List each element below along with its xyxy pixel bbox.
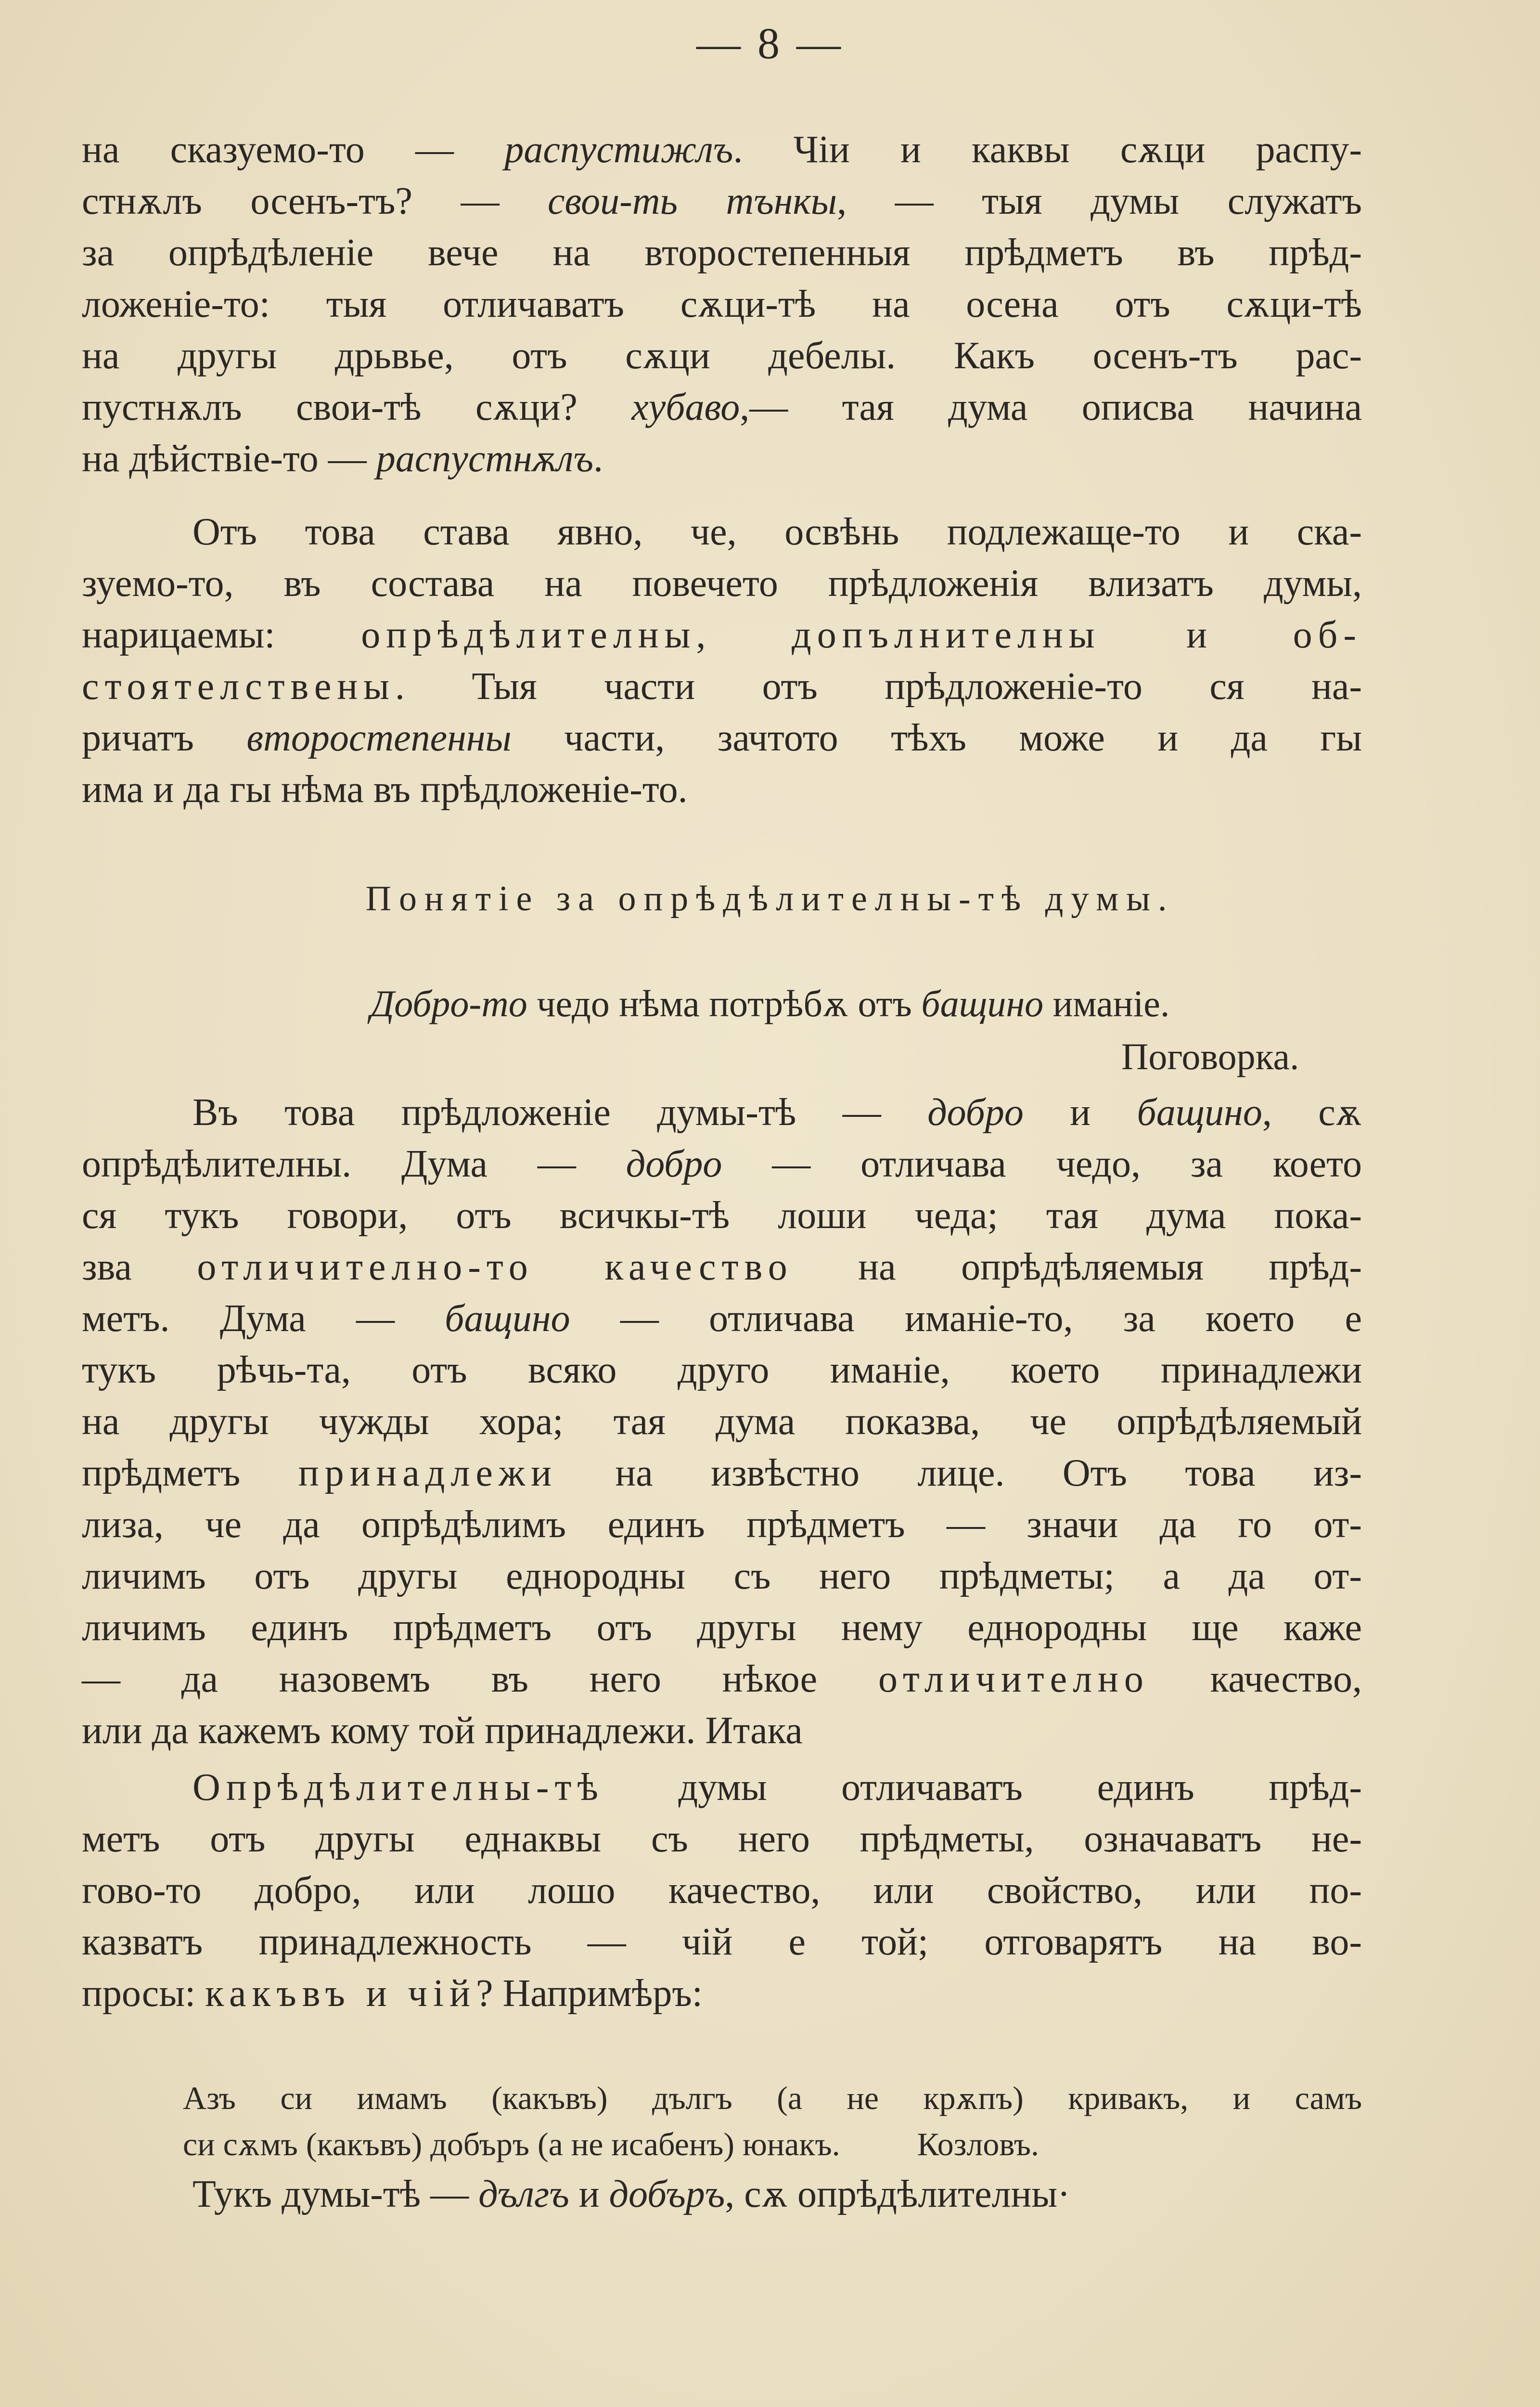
text-run: лиза, че да опрѣдѣлимъ единъ прѣдметъ — значи да го от- <box>82 1503 1362 1546</box>
text-run: на опрѣдѣляемыя прѣд- <box>793 1246 1362 1288</box>
text-run: , сѫ опрѣдѣлителны· <box>725 2173 1070 2215</box>
quotation <box>183 2075 1362 2167</box>
text-line <box>82 558 1362 609</box>
text-line <box>82 433 1362 485</box>
italic-text: добро <box>626 1143 722 1185</box>
quote-author: Козловъ. <box>917 2126 1039 2162</box>
text-line <box>82 1813 1362 1865</box>
spaced-emphasis: отличително-то качество <box>197 1246 793 1288</box>
text-run: , — тыя думы служатъ <box>837 180 1362 222</box>
text-run: — отличава чедо, за което <box>722 1143 1362 1185</box>
italic-text: хубаво <box>631 386 740 428</box>
spaced-emphasis: Опрѣдѣлителны-тѣ <box>192 1766 604 1809</box>
text-line <box>82 176 1362 227</box>
paragraph-3 <box>82 1087 1362 1757</box>
text-line <box>82 1499 1362 1551</box>
text-line <box>82 1190 1362 1242</box>
text-run: тукъ рѣчь-та, отъ всяко друго иманіе, което принадлежи <box>82 1349 1362 1391</box>
text-run: , сѫ <box>1262 1091 1362 1134</box>
text-run: ? Напримѣръ: <box>475 1972 703 2015</box>
paragraph-text <box>82 124 1362 485</box>
text-run: на дѣйствіе-то — <box>82 438 376 480</box>
spaced-emphasis: допълнителны <box>792 614 1101 656</box>
text-run: за опрѣдѣленіе вече на второстепенныя прѣдметъ въ прѣд- <box>82 232 1362 274</box>
text-run: нарицаемы: <box>82 614 361 656</box>
text-line <box>82 330 1362 382</box>
italic-text: Добро-то <box>370 983 527 1024</box>
paragraph-text <box>82 1762 1362 2019</box>
quote-line-2 <box>183 2121 1362 2167</box>
text-run: на извѣстно лице. Отъ това из- <box>557 1452 1362 1494</box>
text-run: , <box>696 614 792 656</box>
spaced-emphasis: об- <box>1293 614 1362 656</box>
section-heading: Понятіе за опрѣдѣлителны-тѣ думы. <box>365 879 1175 919</box>
text-run: ,— тая дума описва начина <box>740 386 1362 428</box>
italic-text: распустижлъ <box>504 129 733 171</box>
italic-text: дългъ <box>478 2173 569 2215</box>
text-line <box>82 712 1362 764</box>
text-run: и <box>569 2173 609 2215</box>
text-line <box>82 609 1362 661</box>
text-run: на сказуемо-то — <box>82 129 505 171</box>
text-run: и <box>1023 1091 1137 1134</box>
italic-text: свои-ть тънкы <box>547 180 837 222</box>
text-line <box>82 1448 1362 1499</box>
text-run: Въ това прѣдложеніе думы-тѣ — <box>192 1091 928 1134</box>
text-line <box>82 227 1362 279</box>
text-run: . Тыя части отъ прѣдложеніе-то ся на- <box>395 665 1362 708</box>
text-line <box>82 1705 1362 1757</box>
text-line <box>82 124 1362 176</box>
text-run: личимъ отъ другы еднородны съ него прѣдметы; а да от- <box>82 1555 1362 1597</box>
page-number: — 8 — <box>696 19 844 68</box>
text-line <box>82 382 1362 433</box>
text-line <box>82 1916 1362 1968</box>
text-line <box>82 1968 1362 2019</box>
text-run: просы: <box>82 1972 205 2015</box>
text-run: Тукъ думы-тѣ — <box>192 2173 479 2215</box>
paragraph-2 <box>82 506 1362 815</box>
text-run: на другы чужды хора; тая дума показва, че опрѣдѣляемый <box>82 1400 1362 1443</box>
text-line <box>82 506 1362 558</box>
spaced-emphasis: отличително <box>878 1658 1149 1700</box>
text-run: . <box>593 438 603 480</box>
text-line <box>82 1551 1362 1602</box>
text-run: зуемо-то, въ состава на повечето прѣдложенія влизатъ думы, <box>82 562 1362 605</box>
text-line <box>82 1762 1362 1813</box>
paragraph-4 <box>82 1762 1362 2019</box>
epigraph <box>0 980 1540 1028</box>
text-run: на другы дрьвье, отъ сѫци дебелы. Какъ осенъ-тъ рас- <box>82 335 1362 377</box>
text-line <box>82 1654 1362 1705</box>
spaced-emphasis: какъвъ и чій <box>205 1972 476 2015</box>
text-line <box>82 1345 1362 1396</box>
text-run: ложеніе-то: тыя отличаватъ сѫци-тѣ на осена отъ сѫци-тѣ <box>82 283 1362 325</box>
text-run: пустнѫлъ свои-тѣ сѫци? <box>82 386 632 428</box>
italic-text: добро <box>927 1091 1024 1134</box>
text-line <box>82 1396 1362 1448</box>
text-run: думы отличаватъ единъ прѣд- <box>603 1766 1362 1809</box>
italic-text: распустнѫлъ <box>376 438 594 480</box>
quote-line-text: си сѫмъ (какъвъ) добъръ (а не исабенъ) юнакъ. <box>183 2126 840 2162</box>
text-line <box>82 1602 1362 1654</box>
text-line <box>82 279 1362 330</box>
text-run: ся тукъ говори, отъ всичкы-тѣ лоши чеда; тая дума пока- <box>82 1194 1362 1237</box>
text-run: гово-то добро, или лошо качество, или свойство, или по- <box>82 1869 1362 1912</box>
text-run: или да кажемъ кому той принадлежи. Итака <box>82 1709 803 1752</box>
paragraph-text <box>82 1087 1362 1757</box>
text-run: има и да гы нѣма въ прѣдложеніе-то. <box>82 768 688 811</box>
text-run: части, зачтото тѣхъ може и да гы <box>511 717 1362 759</box>
paragraph-text <box>82 2169 1362 2220</box>
text-run: метъ отъ другы еднаквы съ него прѣдметы, означаватъ не- <box>82 1818 1362 1860</box>
text-run: — да назовемъ въ него нѣкое <box>82 1658 878 1700</box>
text-run: Отъ това става явно, че, освѣнь подлежаще-то и ска- <box>192 511 1362 553</box>
italic-text: второстепенны <box>246 717 512 759</box>
text-run: метъ. Дума — <box>82 1297 445 1340</box>
text-run: ричатъ <box>82 717 247 759</box>
text-run: . Чіи и каквы сѫци распу- <box>733 129 1362 171</box>
italic-text: бащино <box>1137 1091 1262 1134</box>
text-run: стнѫлъ осенъ-тъ? — <box>82 180 548 222</box>
text-line <box>82 1865 1362 1916</box>
text-run: — отличава иманіе-то, за което е <box>570 1297 1362 1340</box>
text-line <box>82 661 1362 712</box>
italic-text: бащино <box>445 1297 570 1340</box>
paragraph-5 <box>82 2169 1362 2220</box>
text-run: чедо нѣма потрѣбѫ отъ <box>527 983 922 1024</box>
spaced-emphasis: опрѣдѣлителны <box>361 614 696 656</box>
text-run: опрѣдѣлителны. Дума — <box>82 1143 626 1185</box>
text-line <box>82 1242 1362 1293</box>
text-run: прѣдметъ <box>82 1452 298 1494</box>
text-run: качество, <box>1149 1658 1362 1700</box>
italic-text: бащино <box>921 983 1044 1024</box>
paragraph-text <box>82 506 1362 815</box>
text-line <box>82 2169 1362 2220</box>
italic-text: добъръ <box>609 2173 725 2215</box>
text-line <box>82 1139 1362 1190</box>
text-line <box>82 764 1362 815</box>
spaced-emphasis: принадлежи <box>298 1452 557 1494</box>
text-run: зва <box>82 1246 197 1288</box>
text-line <box>82 1293 1362 1345</box>
text-run: личимъ единъ прѣдметъ отъ другы нему еднородны ще каже <box>82 1606 1362 1649</box>
text-run: иманіе. <box>1043 983 1170 1024</box>
text-run: и <box>1100 614 1293 656</box>
paragraph-1 <box>82 124 1362 485</box>
spaced-emphasis: стоятелствены <box>82 665 395 708</box>
text-run: казватъ принадлежность — чій е той; отговарятъ на во- <box>82 1921 1362 1963</box>
quote-line: Азъ си имамъ (какъвъ) дългъ (а не крѫпъ) кривакъ, и самъ <box>183 2080 1362 2116</box>
text-line <box>82 1087 1362 1139</box>
epigraph-source: Поговорка. <box>1121 1035 1299 1077</box>
